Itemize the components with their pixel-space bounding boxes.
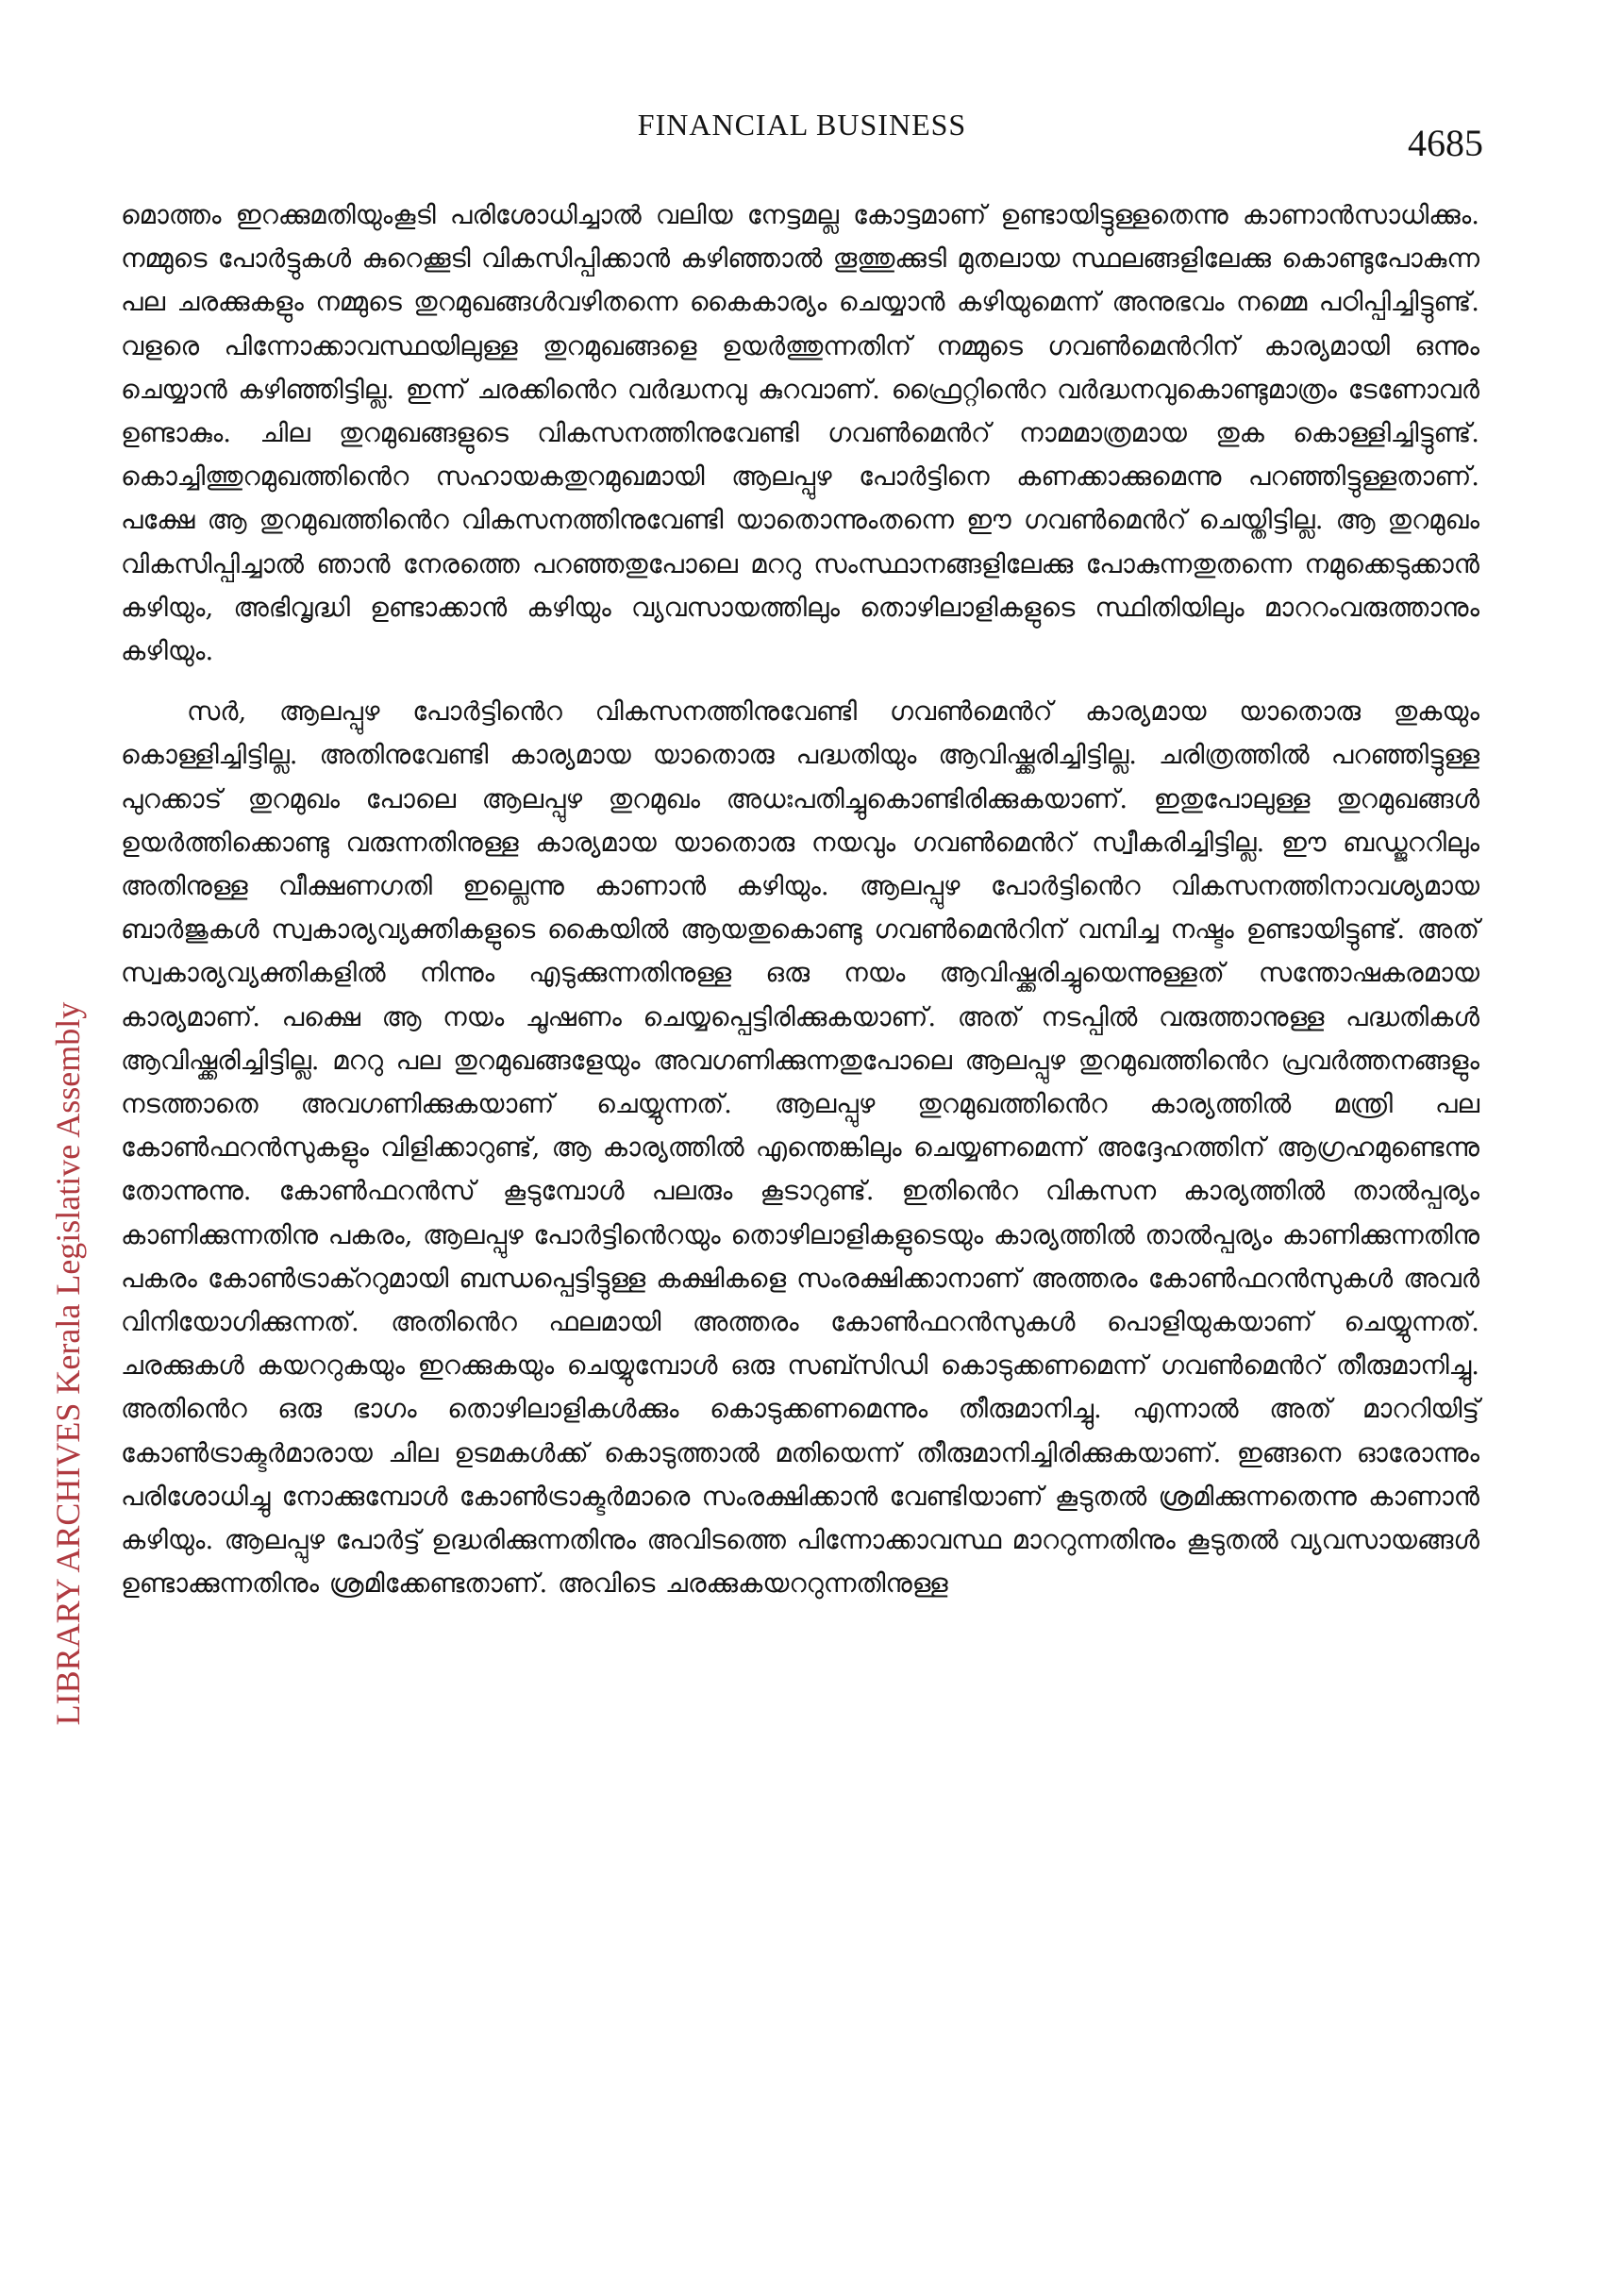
paragraph-2: സർ, ആലപ്പുഴ പോർട്ടിൻെറ വികസനത്തിനുവേണ്ടി ഗവൺമെൻറ് കാര്യമായ യാതൊരു തുകയും കൊള്ളിച്ചിട്ടില്ല. അതിനുവേണ്ടി കാര്യമായ യാതൊരു പദ്ധതിയും ആവിഷ്ക്കരിച്ചിട്ടില്ല. ചരിത്രത്തിൽ പറഞ്ഞിട്ടുള്ള പുറക്കാട് തുറമുഖം പോലെ ആലപ്പുഴ തുറമുഖം അധഃപതിച്ചുകൊണ്ടിരിക്കുകയാണ്. ഇതുപോലുള്ള തുറമുഖങ്ങൾ ഉയർത്തിക്കൊണ്ടു വരുന്നതിനുള്ള കാര്യമായ യാതൊരു നയവും ഗവൺമെൻറ് സ്വീകരിച്ചിട്ടില്ല. ഈ ബഡ്ജററിലും അതിനുള്ള വീക്ഷണഗതി ഇല്ലെന്നു കാണാൻ കഴിയും. ആലപ്പുഴ പോർട്ടിൻെറ വികസനത്തിനാവശ്യമായ ബാർജുകൾ സ്വകാര്യവ്യക്തികളുടെ കൈയിൽ ആയതുകൊണ്ടു ഗവൺമെൻറിന് വമ്പിച്ച നഷ്ടം ഉണ്ടായിട്ടുണ്ട്. അത് സ്വകാര്യവ്യക്തികളിൽ നിന്നും എടുക്കുന്നതിനുള്ള ഒരു നയം ആവിഷ്ക്കരിച്ചുയെന്നുള്ളത് സന്തോഷകരമായ കാര്യമാണ്. പക്ഷെ ആ നയം ചൂഷണം ചെയ്യപ്പെട്ടിരിക്കുകയാണ്. അത് നടപ്പിൽ വരുത്താനുള്ള പദ്ധതികൾ ആവിഷ്ക്കരിച്ചിട്ടില്ല. മററു പല തുറമുഖങ്ങളേയും അവഗണിക്കുന്നതുപോലെ ആലപ്പുഴ തുറമുഖത്തിൻെറ പ്രവർത്തനങ്ങളും നടത്താതെ അവഗണിക്കുകയാണ് ചെയ്യുന്നത്. ആലപ്പുഴ തുറമുഖത്തിൻെറ കാര്യത്തിൽ മന്ത്രി പല കോൺഫറൻസുകളും വിളിക്കാറുണ്ട്, ആ കാര്യത്തിൽ എന്തെങ്കിലും ചെയ്യണമെന്ന് അദ്ദേഹത്തിന് ആഗ്രഹമുണ്ടെന്നു തോന്നുന്നു. കോൺഫറൻസ് കൂടുമ്പോൾ പലരും കൂടാറുണ്ട്. ഇതിൻെറ വികസന കാര്യത്തിൽ താൽപ്പര്യം കാണിക്കുന്നതിനു പകരം, ആലപ്പുഴ പോർട്ടിൻെറയും തൊഴിലാളികളുടെയും കാര്യത്തിൽ താൽപ്പര്യം കാണിക്കുന്നതിനു പകരം കോൺട്രാക്ററുമായി ബന്ധപ്പെട്ടിട്ടുള്ള കക്ഷികളെ സംരക്ഷിക്കാനാണ് അത്തരം കോൺഫറൻസുകൾ അവർ വിനിയോഗിക്കുന്നത്. അതിൻെറ ഫലമായി അത്തരം കോൺഫറൻസുകൾ പൊളിയുകയാണ് ചെയ്യുന്നത്. ചരക്കുകൾ കയററുകയും ഇറക്കുകയും ചെയ്യുമ്പോൾ ഒരു സബ്സിഡി കൊടുക്കണമെന്ന് ഗവൺമെൻറ് തീരുമാനിച്ചു. അതിൻെറ ഒരു ഭാഗം തൊഴിലാളികൾക്കും കൊടുക്കണമെന്നും തീരുമാനിച്ചു. എന്നാൽ അത് മാററിയിട്ട് കോൺട്രാക്ടർമാരായ ചില ഉടമകൾക്ക് കൊടുത്താൽ മതിയെന്ന് തീരുമാനിച്ചിരിക്കുകയാണ്. ഇങ്ങനെ ഓരോന്നും പരിശോധിച്ചു നോക്കുമ്പോൾ കോൺട്രാക്ടർമാരെ സംരക്ഷിക്കാൻ വേണ്ടിയാണ് കൂടുതൽ ശ്രമിക്കുന്നതെന്നു കാണാൻ കഴിയും. ആലപ്പുഴ പോർട്ട് ഉദ്ധരിക്കുന്നതിനും അവിടത്തെ പിന്നോക്കാവസ്ഥ മാററുന്നതിനും കൂടുതൽ വ്യവസായങ്ങൾ ഉണ്ടാക്കുന്നതിനും ശ്രമിക്കേണ്ടതാണ്. അവിടെ ചരക്കുകയററുന്നതിനുള്ള bbox=[121, 696, 1479, 1600]
running-head: FINANCIAL BUSINESS bbox=[637, 108, 967, 142]
archive-watermark: LIBRARY ARCHIVES Kerala Legislative Assembly bbox=[49, 1001, 87, 1726]
paragraph-1: മൊത്തം ഇറക്കുമതിയുംകൂടി പരിശോധിച്ചാൽ വലിയ നേട്ടമല്ല കോട്ടമാണ് ഉണ്ടായിട്ടുള്ളതെന്നു കാണാൻസാധിക്കും. നമ്മുടെ പോർട്ടുകൾ കുറെക്കൂടി വികസിപ്പിക്കാൻ കഴിഞ്ഞാൽ തൂത്തുക്കുടി മുതലായ സ്ഥലങ്ങളിലേക്കു കൊണ്ടുപോകുന്ന പല ചരക്കുകളും നമ്മുടെ തുറമുഖങ്ങൾവഴിതന്നെ കൈകാര്യം ചെയ്യാൻ കഴിയുമെന്ന് അനുഭവം നമ്മെ പഠിപ്പിച്ചിട്ടുണ്ട്. വളരെ പിന്നോക്കാവസ്ഥയിലുള്ള തുറമുഖങ്ങളെ ഉയർത്തുന്നതിന് നമ്മുടെ ഗവൺമെൻറിന് കാര്യമായി ഒന്നും ചെയ്യാൻ കഴിഞ്ഞിട്ടില്ല. ഇന്ന് ചരക്കിൻെറ വർദ്ധനവു കുറവാണ്. ഫ്രൈറ്റിൻെറ വർദ്ധനവുകൊണ്ടുമാത്രം ടേണോവർ ഉണ്ടാകും. ചില തുറമുഖങ്ങളുടെ വികസനത്തിനുവേണ്ടി ഗവൺമെൻറ് നാമമാത്രമായ തുക കൊള്ളിച്ചിട്ടുണ്ട്. കൊച്ചിത്തുറമുഖത്തിൻെറ സഹായകതുറമുഖമായി ആലപ്പുഴ പോർട്ടിനെ കണക്കാക്കുമെന്നു പറഞ്ഞിട്ടുള്ളതാണ്. പക്ഷേ ആ തുറമുഖത്തിൻെറ വികസനത്തിനുവേണ്ടി യാതൊന്നുംതന്നെ ഈ ഗവൺമെൻറ് ചെയ്തിട്ടില്ല. ആ തുറമുഖം വികസിപ്പിച്ചാൽ ഞാൻ നേരത്തെ പറഞ്ഞതുപോലെ മററു സംസ്ഥാനങ്ങളിലേക്കു പോകുന്നതുതന്നെ നമുക്കെടുക്കാൻ കഴിയും, അഭിവൃദ്ധി ഉണ്ടാക്കാൻ കഴിയും വ്യവസായത്തിലും തൊഴിലാളികളുടെ സ്ഥിതിയിലും മാററംവരുത്താനും കഴിയും. bbox=[121, 200, 1479, 667]
page-number: 4685 bbox=[1408, 122, 1483, 164]
body-text bbox=[121, 193, 1479, 1606]
